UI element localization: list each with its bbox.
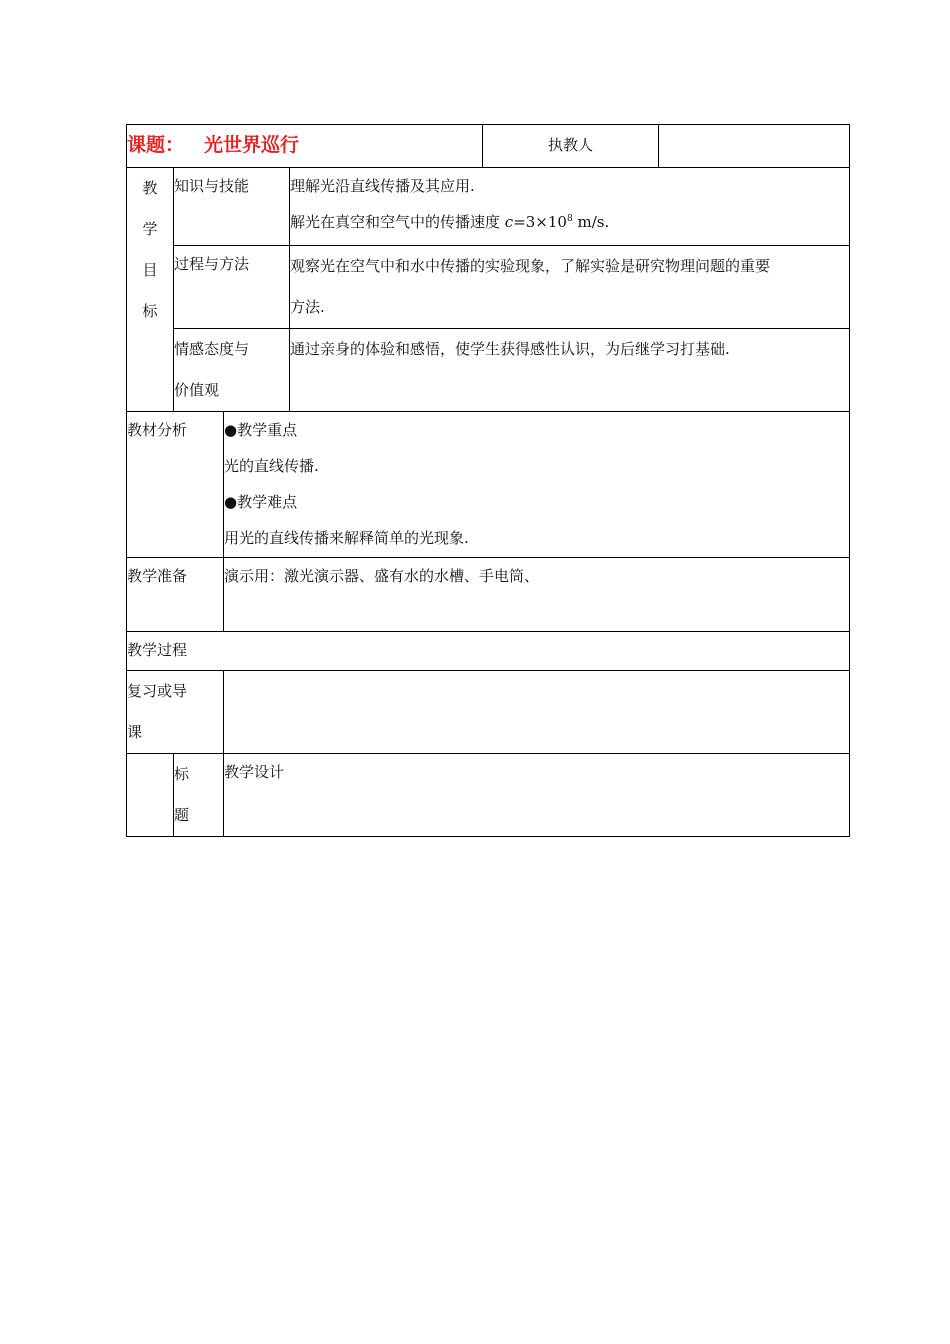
review-label-line-2: 课 <box>127 723 143 741</box>
emotion-text: 通过亲身的体验和感悟，使学生获得感性认识，为后继学习打基础. <box>290 340 730 358</box>
emotion-content-cell <box>290 329 850 412</box>
objective-knowledge-row <box>127 168 850 246</box>
review-content-cell <box>224 671 850 754</box>
teaching-process-label: 教学过程 <box>127 641 188 659</box>
emotion-label-line-2: 价值观 <box>174 381 220 399</box>
objectives-label <box>127 168 174 412</box>
lesson-title: 光世界巡行 <box>204 134 300 156</box>
design-content-cell <box>224 754 850 837</box>
speed-variable: c <box>504 213 514 231</box>
design-label: 教学设计 <box>224 763 285 781</box>
key-point-text: 光的直线传播. <box>224 457 319 475</box>
knowledge-line-2-prefix: 解光在真空和空气中的传播速度 <box>290 213 505 231</box>
analysis-label-cell <box>127 412 224 558</box>
objectives-label-char: 学 <box>142 220 158 238</box>
knowledge-line-2 <box>290 204 849 240</box>
process-content-cell <box>290 246 850 329</box>
title-cell <box>127 125 483 168</box>
title-row <box>127 125 850 168</box>
teacher-value <box>659 125 850 168</box>
process-line-2: 方法. <box>290 298 325 316</box>
difficult-point-heading: ●教学难点 <box>224 493 298 511</box>
teaching-process-cell <box>127 632 850 671</box>
title-label: 课题： <box>127 134 185 156</box>
difficult-point-text: 用光的直线传播来解释简单的光现象. <box>224 529 469 547</box>
lesson-plan-table <box>126 124 850 837</box>
speed-unit: m/s. <box>572 213 610 231</box>
emotion-label-line-1: 情感态度与 <box>174 340 250 358</box>
analysis-row <box>127 412 850 558</box>
teaching-process-row <box>127 632 850 671</box>
process-label: 过程与方法 <box>174 255 250 273</box>
preparation-text: 演示用：激光演示器、盛有水的水槽、手电筒、 <box>224 567 540 585</box>
preparation-row <box>127 558 850 632</box>
teacher-label: 执教人 <box>483 125 659 168</box>
preparation-label: 教学准备 <box>127 567 188 585</box>
review-row <box>127 671 850 754</box>
design-row <box>127 754 850 837</box>
analysis-content-cell <box>224 412 850 558</box>
process-line-1: 观察光在空气中和水中传播的实验现象，了解实验是研究物理问题的重要 <box>290 257 771 275</box>
review-label-line-1: 复习或导 <box>127 682 188 700</box>
objectives-label-char: 标 <box>142 302 158 320</box>
objective-emotion-row <box>127 329 850 412</box>
objectives-label-char: 目 <box>142 261 158 279</box>
preparation-content-cell <box>224 558 850 632</box>
review-label-cell <box>127 671 224 754</box>
knowledge-line-1: 理解光沿直线传播及其应用. <box>290 177 475 195</box>
design-sub-label-cell <box>174 754 224 837</box>
emotion-label-cell <box>174 329 290 412</box>
knowledge-label: 知识与技能 <box>174 177 250 195</box>
objectives-label-char: 教 <box>142 179 158 197</box>
knowledge-content-cell <box>290 168 850 246</box>
key-point-heading: ●教学重点 <box>224 421 298 439</box>
preparation-label-cell <box>127 558 224 632</box>
design-sub-label-line-1: 标 <box>174 765 190 783</box>
analysis-label: 教材分析 <box>127 421 188 439</box>
objective-process-row <box>127 246 850 329</box>
process-label-cell <box>174 246 290 329</box>
design-blank-cell <box>127 754 174 837</box>
knowledge-label-cell <box>174 168 290 246</box>
design-sub-label-line-2: 题 <box>174 806 190 824</box>
speed-exponent: 8 <box>566 214 573 224</box>
speed-equation: =3×10 <box>513 213 567 231</box>
